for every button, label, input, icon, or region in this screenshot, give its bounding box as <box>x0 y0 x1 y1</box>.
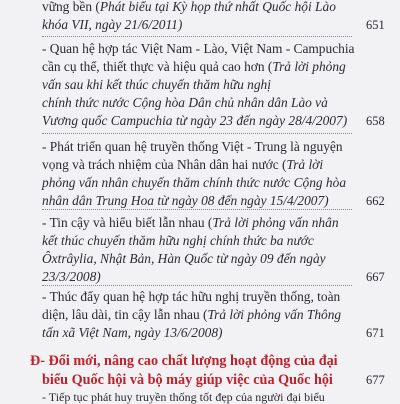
toc-entry-4-line-2: kết thúc chuyến thăm hữu nghị chính thức ba nước <box>42 233 314 248</box>
toc-entry-3-line-4: nhân dân Trung Hoa từ ngày 08 đến ngày 15/4/2007) <box>42 193 329 208</box>
toc-entry-5-line-3: tấn xã Việt Nam, ngày 13/6/2008) <box>42 325 223 340</box>
toc-entry-2-line-4: chính thức nước Cộng hòa Dân chủ nhân dân Lào và <box>42 95 328 110</box>
toc-entry-4-page: 667 <box>366 270 385 284</box>
toc-entry-5-line-1: - Thúc đẩy quan hệ hợp tác hữu nghị truyền thống, toàn <box>42 289 341 304</box>
toc-entry-5-page: 671 <box>366 326 385 340</box>
toc-entry-5-line-2: diện, lâu dài, tin cậy lẫn nhau (Trả lời phỏng vấn Thông <box>42 307 342 322</box>
toc-entry-2-page: 658 <box>366 114 385 128</box>
toc-next-entry-partial: - Tiếp tục phát huy truyền thống tốt đẹp của người đại biểu <box>42 390 325 404</box>
toc-entry-3-line-1: - Phát triển quan hệ truyền thống Việt - Trung là nguyện <box>42 139 343 154</box>
toc-entry-3-line-2: vọng và trách nhiệm của Nhân dân hai nước (Trả lời <box>42 157 324 172</box>
section-heading-line-1: Đ- Đổi mới, nâng cao chất lượng hoạt động của đại <box>30 353 338 369</box>
toc-entry-3-page: 662 <box>366 194 385 208</box>
separator <box>42 209 352 210</box>
section-heading-page: 677 <box>366 373 385 387</box>
toc-entry-1-page: 651 <box>366 18 385 32</box>
toc-entry-1-line-1: vững bền (Phát biểu tại Kỳ họp thứ nhất Quốc hội Lào <box>42 0 336 14</box>
separator <box>42 133 352 134</box>
toc-entry-4-line-3: Ôxtrâylia, Nhật Bản, Hàn Quốc từ ngày 09 đến ngày <box>42 251 326 266</box>
section-heading-line-2: biểu Quốc hội và bộ máy giúp việc của Quốc hội <box>42 372 333 388</box>
toc-entry-2-line-1: - Quan hệ hợp tác Việt Nam - Lào, Việt Nam - Campuchia <box>42 41 355 56</box>
toc-entry-1-line-2: khóa VII, ngày 21/6/2011) <box>42 17 183 32</box>
toc-entry-2-line-5: Vương quốc Campuchia từ ngày 23 đến ngày 28/4/2007) <box>42 113 348 128</box>
separator <box>42 285 352 286</box>
toc-entry-2-line-2: cần cụ thể, thiết thực và hiệu quả cao hơn (Trả lời phỏng <box>42 59 346 74</box>
toc-entry-4-line-4: 23/3/2008) <box>42 269 101 284</box>
toc-entry-2-line-3: vấn sau khi kết thúc chuyến thăm hữu nghị <box>42 77 271 92</box>
separator <box>42 36 352 37</box>
toc-entry-4-line-1: - Tin cậy và hiểu biết lẫn nhau (Trả lời phỏng vấn nhân <box>42 215 339 230</box>
toc-entry-3-line-3: phỏng vấn nhân chuyến thăm chính thức nước Cộng hòa <box>42 175 347 190</box>
